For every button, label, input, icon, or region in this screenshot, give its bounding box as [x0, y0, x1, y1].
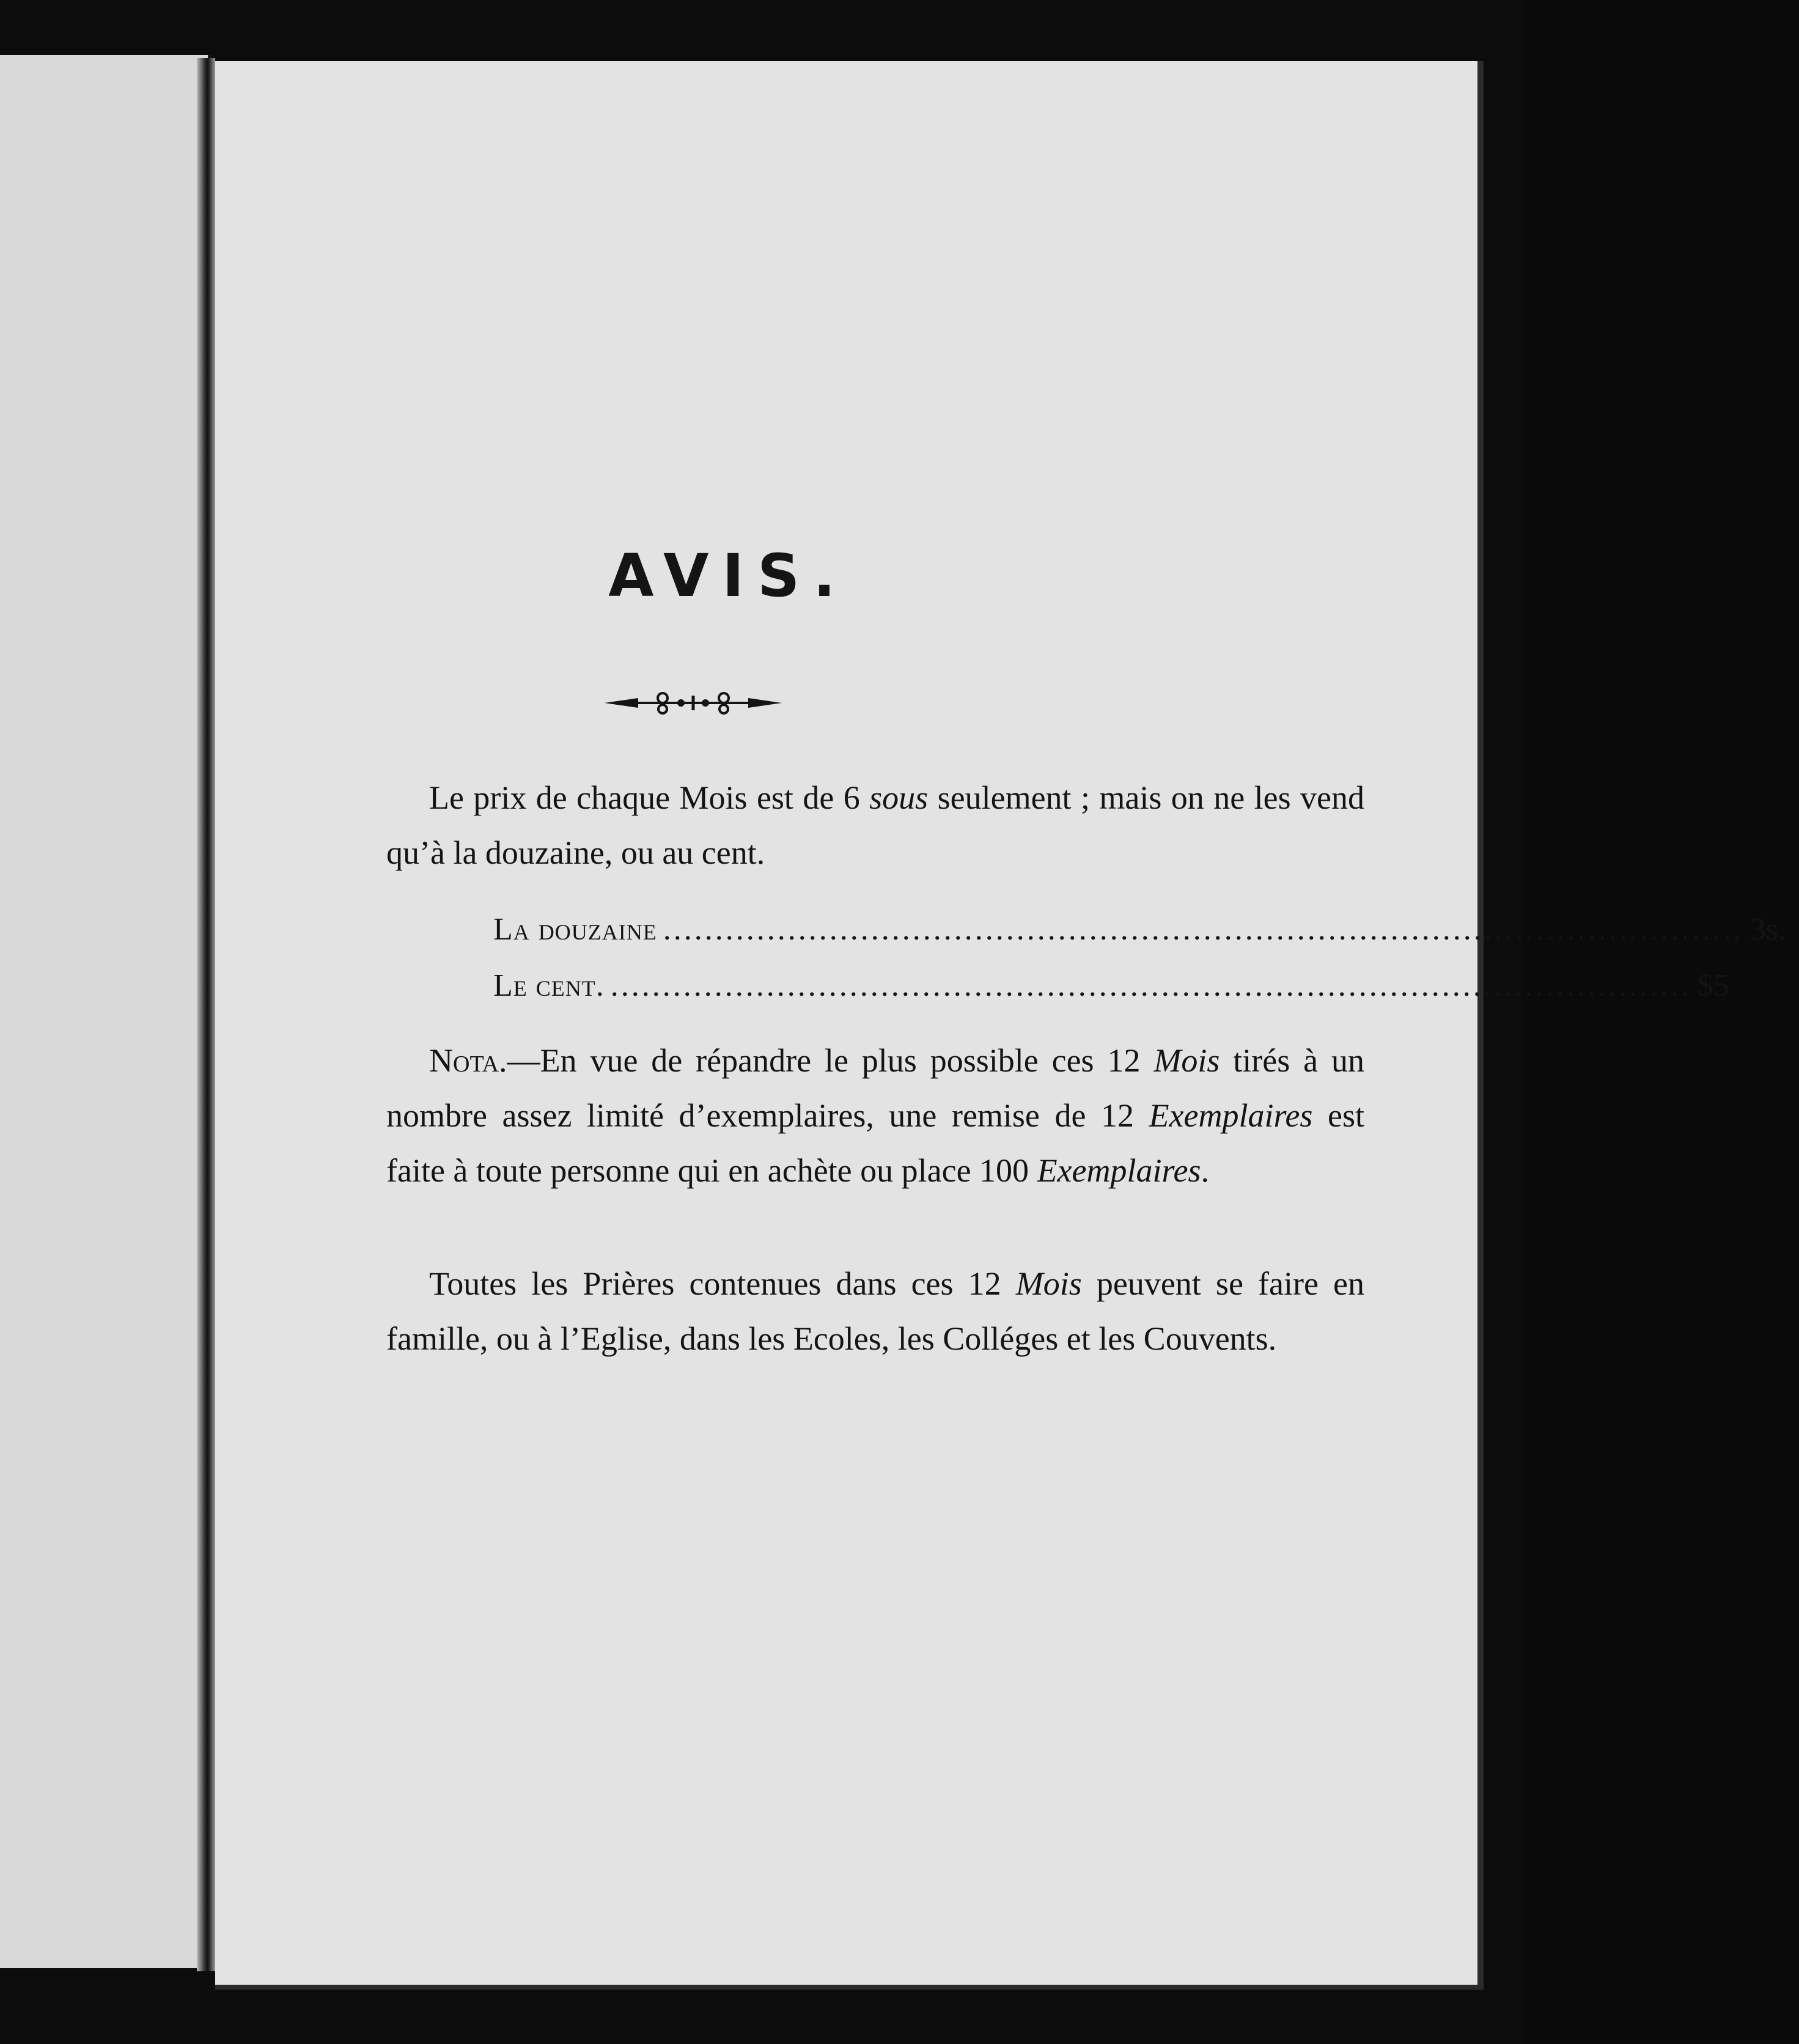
nota-dash: —: [507, 1042, 540, 1079]
nota-italic-3: Exemplaires: [1037, 1152, 1201, 1189]
price-value: 3s.: [1749, 912, 1786, 947]
book-gutter: [197, 58, 215, 1971]
prayers-text-2: peuvent se faire en famille, ou à l’Eglise, dans les Ecoles, les Colléges et les Couvents.: [386, 1265, 1364, 1357]
price-value: $5: [1697, 968, 1729, 1003]
price-row-douzaine: [493, 902, 1786, 958]
paragraph-prayers: [386, 1256, 1364, 1366]
nota-text-3: est faite à toute personne qui en achète ou place 100: [386, 1097, 1364, 1189]
price-label: Le cent.: [493, 968, 605, 1003]
paragraph-price-text-end: seulement ; mais on ne les vend qu’à la douzaine, ou au cent.: [386, 779, 1364, 871]
price-leader-dots: ........................................................................................................: [610, 968, 1691, 1003]
prayers-text-1: Toutes les Prières contenues dans ces 12: [429, 1265, 1016, 1302]
prayers-italic: Mois: [1015, 1265, 1082, 1302]
facing-page-edge: [0, 55, 212, 1968]
nota-italic-2: Exemplaires: [1149, 1097, 1313, 1134]
nota-label: Nota.: [429, 1042, 507, 1079]
paragraph-nota: [386, 1033, 1364, 1198]
nota-text-4: .: [1201, 1152, 1209, 1189]
price-row-cent: [493, 958, 1729, 1014]
price-label: La douzaine: [493, 912, 657, 947]
price-list: [493, 902, 1786, 1014]
nota-text-1: En vue de répandre le plus possible ces 12: [540, 1042, 1154, 1079]
price-leader-dots: ........................................................................................................: [663, 912, 1744, 947]
nota-italic-1: Mois: [1153, 1042, 1220, 1079]
page: [215, 61, 1786, 1990]
ornament-flourish-icon: [602, 685, 785, 721]
nota-text-2: tirés à un nombre assez limité d’exemplaires, une remise de 12: [386, 1042, 1364, 1134]
paragraph-price: [386, 770, 1364, 880]
page-title: AVIS.: [608, 542, 849, 611]
paragraph-price-italic: sous: [869, 779, 929, 816]
paragraph-price-text: Le prix de chaque Mois est de 6: [429, 779, 870, 816]
